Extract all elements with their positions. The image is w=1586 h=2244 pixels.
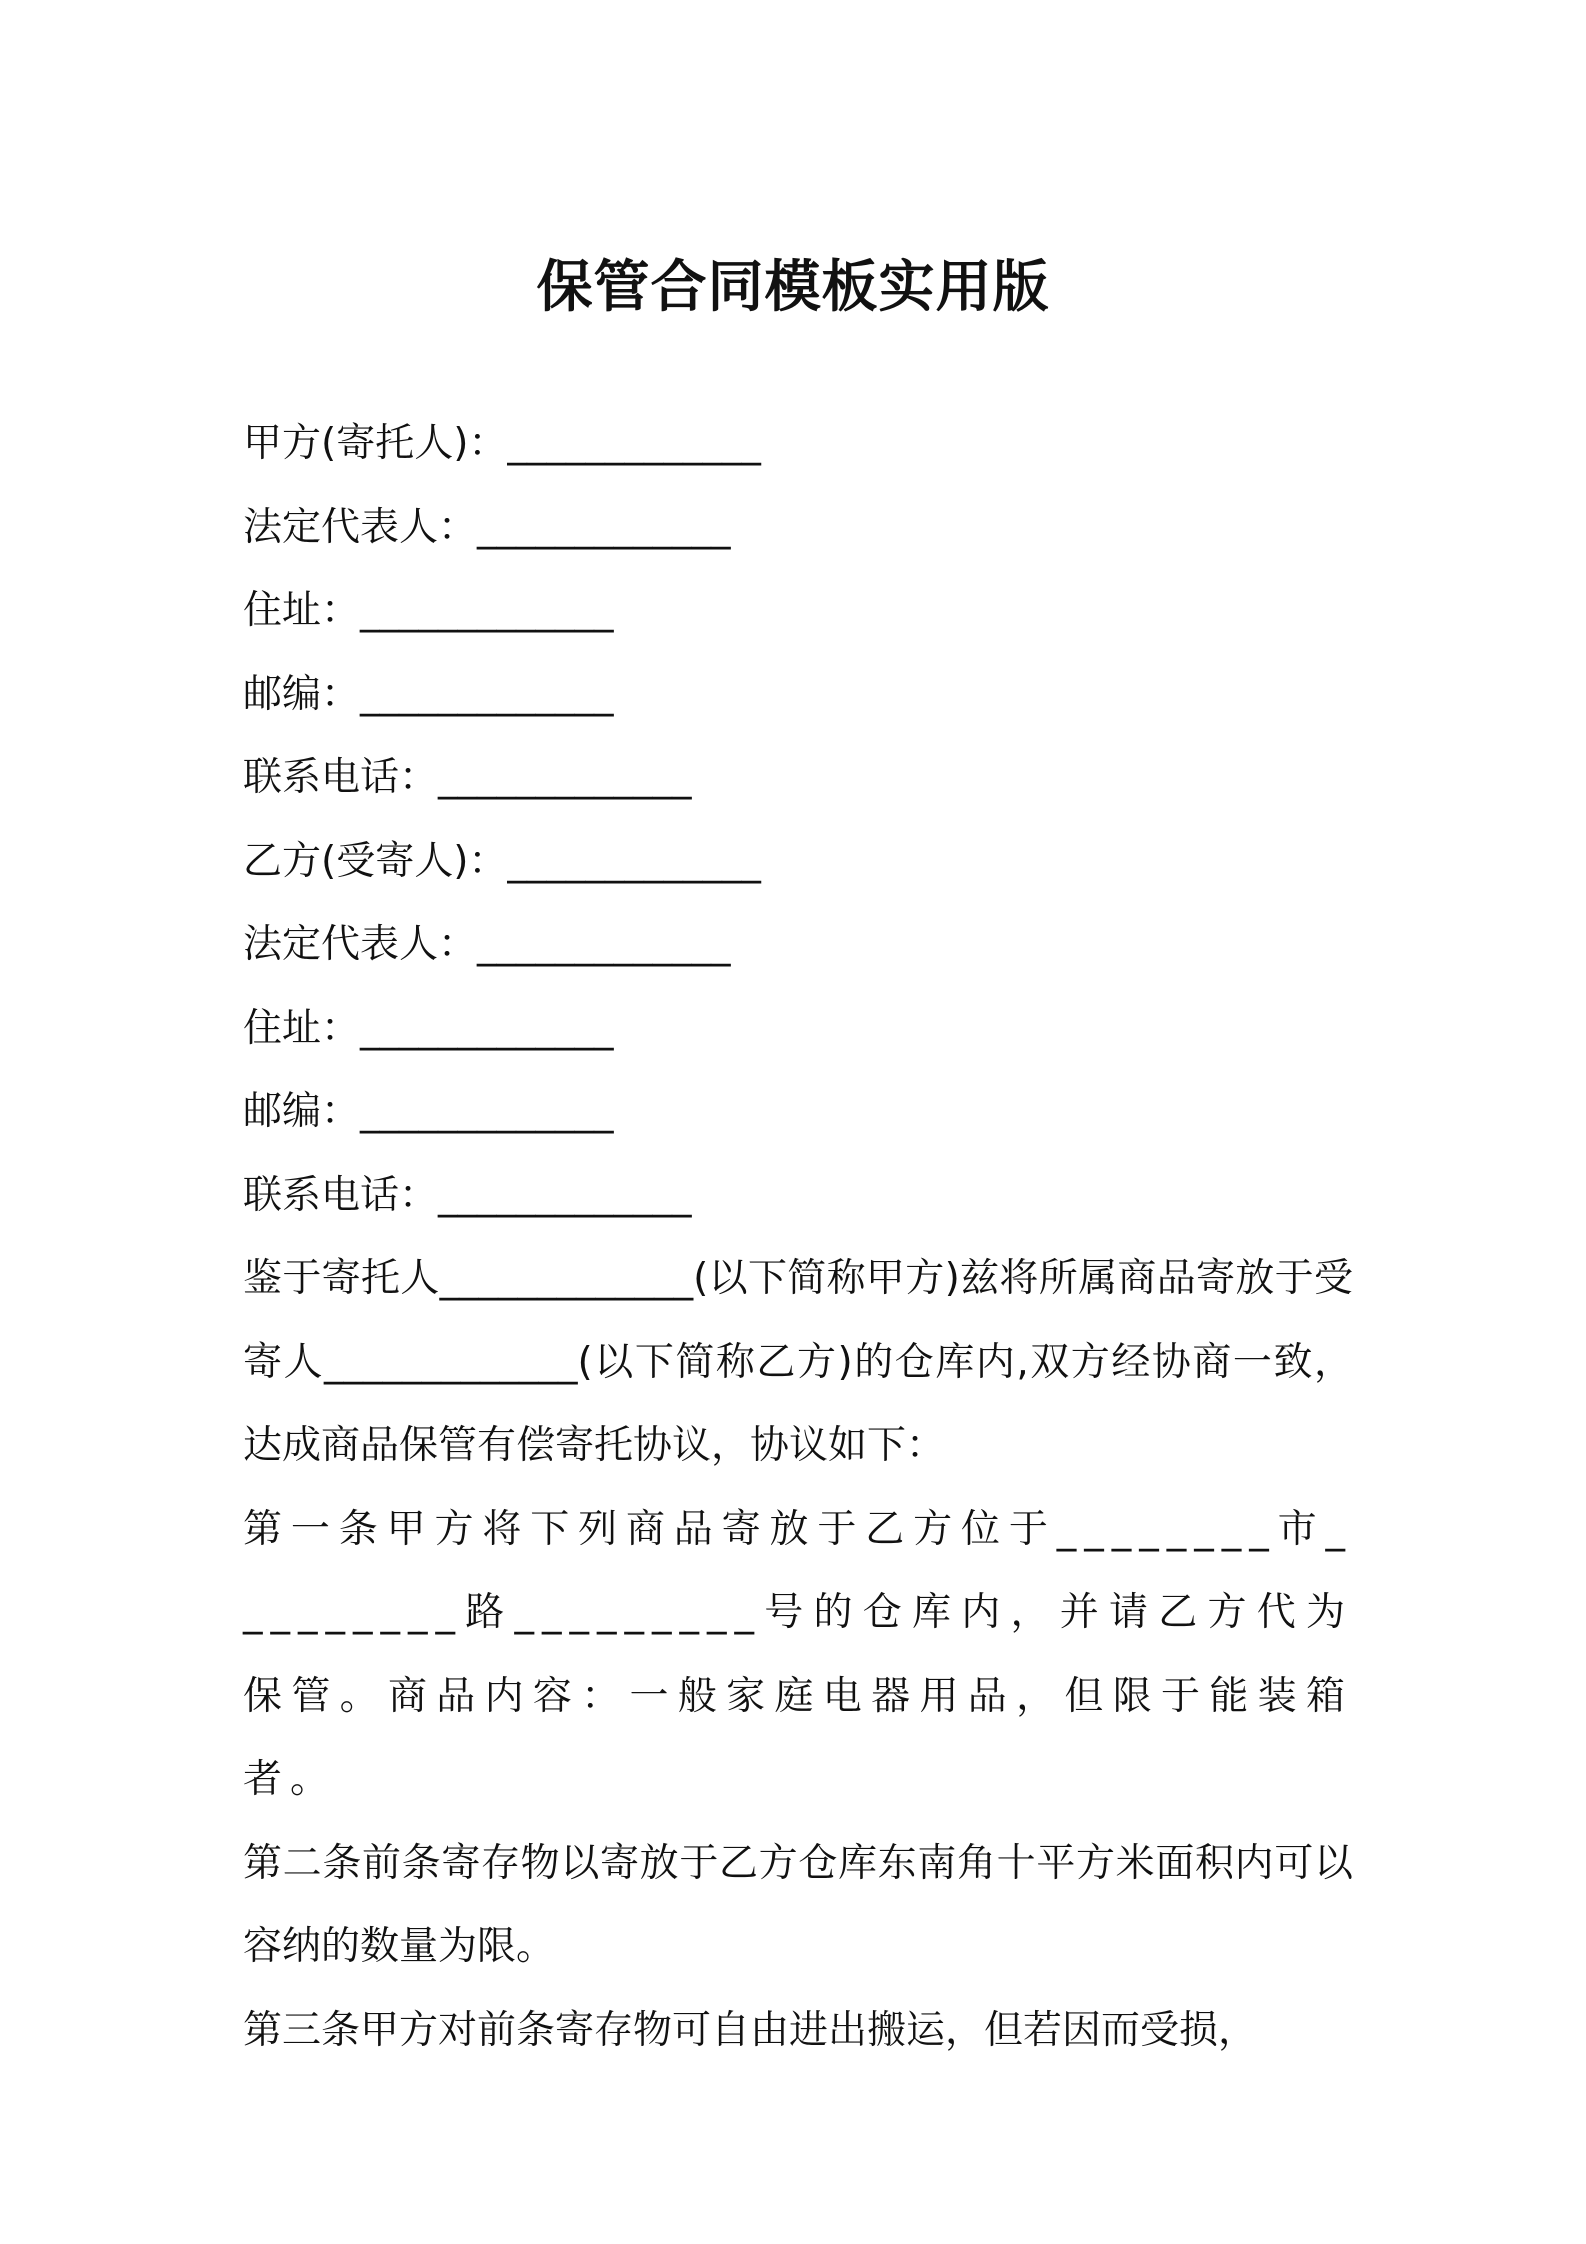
party-b-address-line: 住址：_____________ bbox=[243, 1005, 614, 1051]
party-a-name-line: 甲方(寄托人)：_____________ bbox=[243, 421, 761, 466]
party-a-phone-line: 联系电话：_____________ bbox=[243, 755, 692, 800]
party-b-representative-line: 法定代表人：_____________ bbox=[243, 922, 731, 967]
document-body bbox=[243, 402, 1353, 2072]
party-a-representative-line: 法定代表人：_____________ bbox=[243, 504, 731, 550]
party-b-name-line: 乙方(受寄人)：_____________ bbox=[243, 838, 761, 884]
party-a-address-line: 住址：_____________ bbox=[243, 588, 614, 633]
document-title: 保管合同模板实用版 bbox=[536, 255, 1050, 320]
preamble-paragraph: 鉴于寄托人_____________(以下简称甲方)兹将所属商品寄放于受寄人_____________(以下简称乙方)的仓库内,双方经协商一致，达成商品保管有偿寄托协议，协议如下： bbox=[243, 1256, 1353, 1468]
party-b-postcode-line: 邮编：_____________ bbox=[243, 1089, 614, 1134]
party-b-phone-line: 联系电话：_____________ bbox=[243, 1172, 692, 1218]
article-3-paragraph: 第三条甲方对前条寄存物可自由进出搬运，但若因而受损， bbox=[243, 2007, 1258, 2053]
party-a-postcode-line: 邮编：_____________ bbox=[243, 671, 614, 717]
article-2-paragraph: 第二条前条寄存物以寄放于乙方仓库东南角十平方米面积内可以容纳的数量为限。 bbox=[243, 1840, 1353, 1969]
article-1-paragraph: 第一条甲方将下列商品寄放于乙方位于________市_________路_________号的仓库内，并请乙方代为保管。商品内容：一般家庭电器用品，但限于能装箱者。 bbox=[243, 1506, 1353, 1802]
